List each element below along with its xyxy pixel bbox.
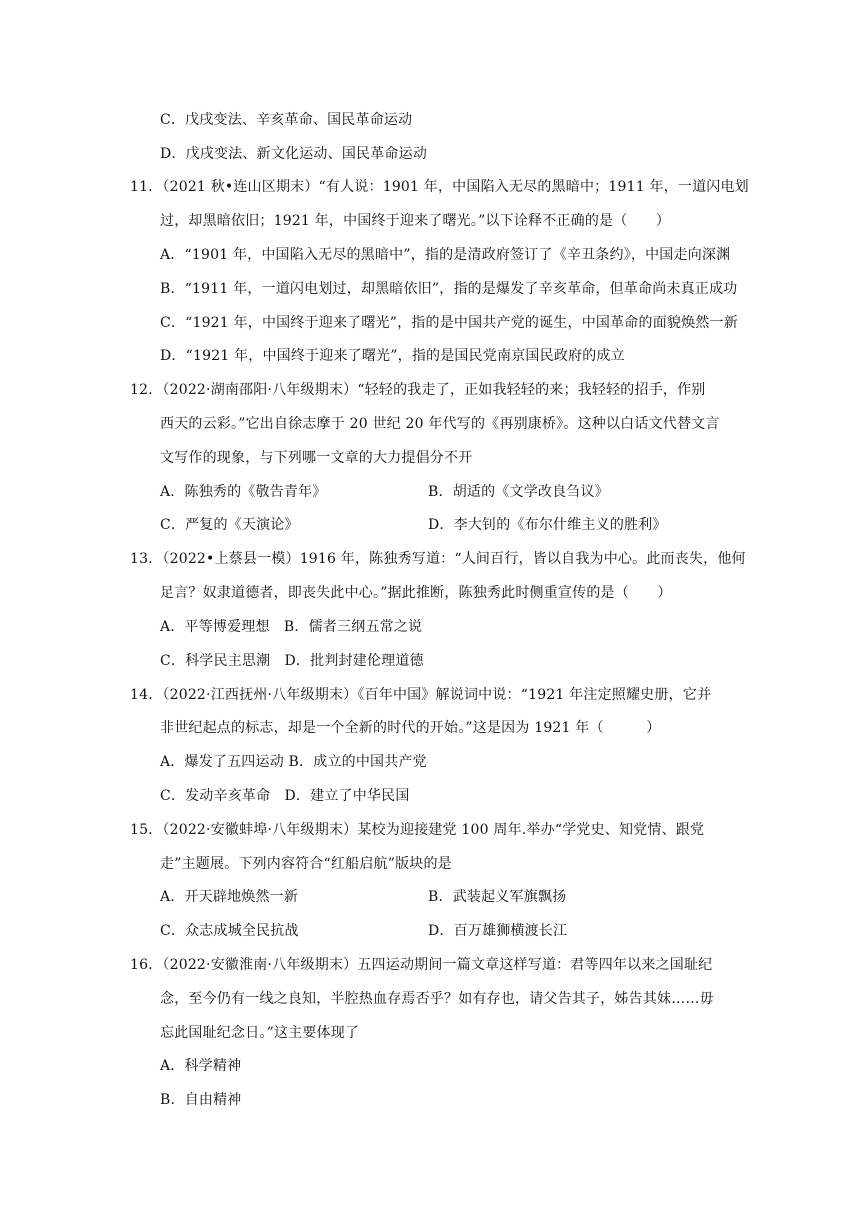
q16-option-a: A．科学精神 [160,1058,242,1074]
q11-option-d: D．“1921 年，中国终于迎来了曙光”，指的是国民党南京国民政府的成立 [160,348,625,364]
q14-options-row-2: C．发动辛亥革命 D．建立了中华民国 [160,788,410,804]
q15-option-c: C．众志成城全民抗战 [160,923,299,939]
q13-stem-line-1: 13．（2022•上蔡县一模）1916 年，陈独秀写道：“人间百行，皆以自我为中心。此而丧失，他何 [130,551,746,567]
q10-option-c: C．戊戌变法、辛亥革命、国民革命运动 [160,112,413,128]
q15-option-b: B．武装起义军旗飘扬 [428,889,567,905]
q15-stem-line-1: 15．（2022·安徽蚌埠·八年级期末）某校为迎接建党 100 周年.举办“学党史、知党情、跟党 [130,822,705,838]
q13-options-row-1: A．平等博爱理想 B．儒者三纲五常之说 [160,619,423,635]
q14-stem-line-2: 非世纪起点的标志，却是一个全新的时代的开始。”这是因为 1921 年（ ） [160,720,661,736]
q16-stem-line-1: 16．（2022·安徽淮南·八年级期末）五四运动期间一篇文章这样写道：君等四年以来之国耻纪 [130,957,713,973]
q16-stem-line-2: 念，至今仍有一线之良知，半腔热血存焉否乎？如有存也，请父告其子，姊告其妹……毋 [160,991,714,1007]
q12-stem-line-1: 12．（2022·湖南邵阳·八年级期末）“轻轻的我走了，正如我轻轻的来；我轻轻的招手，作别 [130,382,706,398]
q12-option-c: C．严复的《天演论》 [160,517,299,533]
q15-stem-line-2: 走”主题展。下列内容符合“红船启航”版块的是 [160,856,452,872]
q13-stem-line-2: 足言？奴隶道德者，即丧失此中心。”据此推断，陈独秀此时侧重宣传的是（ ） [160,585,672,601]
q10-option-d: D．戊戌变法、新文化运动、国民革命运动 [160,146,428,162]
q12-option-a: A．陈独秀的《敬告青年》 [160,484,327,500]
q11-option-a: A．“1901 年，中国陷入无尽的黑暗中”，指的是清政府签订了《辛丑条约》，中国走向深渊 [160,247,731,263]
q11-stem-line-2: 过，却黑暗依旧；1921 年，中国终于迎来了曙光。”以下诠释不正确的是（ ） [160,213,671,229]
q11-option-c: C．“1921 年，中国终于迎来了曙光”，指的是中国共产党的诞生，中国革命的面貌焕然一新 [160,315,738,331]
q13-options-row-2: C．科学民主思潮 D．批判封建伦理道德 [160,653,424,669]
q11-stem-line-1: 11．（2021 秋•连山区期末）“有人说：1901 年，中国陷入无尽的黑暗中；1911 年，一道闪电划 [130,179,749,195]
q15-option-d: D．百万雄狮横渡长江 [428,923,568,939]
q16-stem-line-3: 忘此国耻纪念日。”这主要体现了 [160,1025,360,1041]
q14-stem-line-1: 14．（2022·江西抚州·八年级期末）《百年中国》解说词中说：“1921 年注定照耀史册，它并 [130,687,712,703]
q12-stem-line-3: 文写作的现象，与下列哪一文章的大力提倡分不开 [160,450,473,466]
q15-option-a: A．开天辟地焕然一新 [160,889,299,905]
q12-stem-line-2: 西天的云彩。”它出自徐志摩于 20 世纪 20 年代写的《再别康桥》。这种以白话文代替文言 [160,416,720,432]
q16-option-b: B．自由精神 [160,1092,242,1108]
q11-option-b: B．“1911 年，一道闪电划过，却黑暗依旧”，指的是爆发了辛亥革命，但革命尚未真正成功 [160,281,738,297]
q14-options-row-1: A．爆发了五四运动 B．成立的中国共产党 [160,754,427,770]
q12-option-d: D．李大钊的《布尔什维主义的胜利》 [428,517,667,533]
q12-option-b: B．胡适的《文学改良刍议》 [428,484,609,500]
